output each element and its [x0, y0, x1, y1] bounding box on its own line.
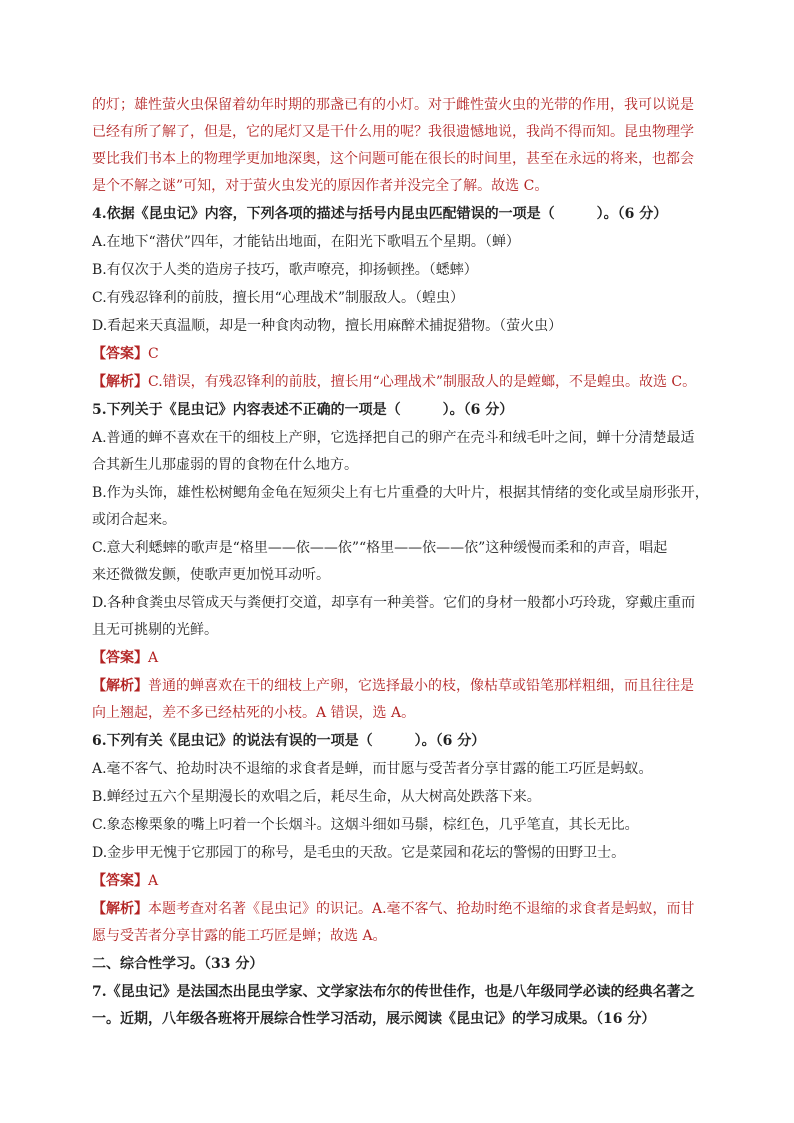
question-5-option-a-cont: 合其新生儿那虚弱的胃的食物在什么地方。	[92, 457, 358, 473]
question-6-option-c: C.象态橡栗象的嘴上叼着一个长烟斗。这烟斗细如马鬃，棕红色，几乎笔直，其长无比。	[92, 817, 639, 833]
question-5-analysis-cont: 向上翘起，差不多已经枯死的小枝。A 错误，选 A。	[92, 705, 416, 721]
question-5-answer	[92, 649, 158, 667]
analysis-text: 普通的蝉喜欢在干的细枝上产卵，它选择最小的枝，像枯草或铅笔那样粗细，而且往往是	[148, 678, 694, 694]
question-6-option-b: B.蝉经过五六个星期漫长的欢唱之后，耗尽生命，从大树高处跌落下来。	[92, 789, 541, 805]
answer-tag: 【答案】	[92, 650, 148, 666]
question-7-stem-cont: 一。近期，八年级各班将开展综合性学习活动，展示阅读《昆虫记》的学习成果。（16 分）	[92, 1011, 656, 1027]
question-4-option-d: D.看起来天真温顺，却是一种食肉动物，擅长用麻醉术捕捉猎物。（萤火虫）	[92, 318, 563, 334]
analysis-tag: 【解析】	[92, 678, 148, 694]
question-6-analysis-cont: 愿与受苦者分享甘露的能工巧匠是蝉；故选 A。	[92, 928, 387, 944]
question-5-option-d: D.各种食粪虫尽管成天与粪便打交道，却享有一种美誉。它们的身材一般都小巧玲珑，穿戴庄重而	[92, 595, 696, 611]
question-6-stem: 6.下列有关《昆虫记》的说法有误的一项是（ ）。（6 分）	[92, 733, 486, 749]
analysis-tag: 【解析】	[92, 374, 148, 390]
question-4-analysis	[92, 373, 696, 391]
analysis-text-line: 要比我们书本上的物理学更加地深奥，这个问题可能在很长的时间里，甚至在永远的将来，也都会	[92, 151, 694, 167]
question-4-option-a: A.在地下“潜伏”四年，才能钻出地面，在阳光下歌唱五个星期。（蝉）	[92, 234, 520, 250]
analysis-tag: 【解析】	[92, 901, 148, 917]
question-7-stem: 7.《昆虫记》是法国杰出昆虫学家、文学家法布尔的传世佳作，也是八年级同学必读的经典名著之	[92, 984, 695, 1000]
question-5-option-c-cont: 来还微微发颤，使歌声更加悦耳动听。	[92, 567, 330, 583]
question-4-option-c: C.有残忍锋利的前肢，擅长用“心理战术”制服敌人。（蝗虫）	[92, 290, 464, 306]
question-5-option-b-cont: 或闭合起来。	[92, 512, 176, 528]
question-6-analysis	[92, 900, 695, 918]
answer-tag: 【答案】	[92, 873, 148, 889]
question-5-analysis	[92, 677, 694, 695]
analysis-text-line: 的灯；雄性萤火虫保留着幼年时期的那盏已有的小灯。对于雌性萤火虫的光带的作用，我可以说是	[92, 97, 694, 113]
answer-tag: 【答案】	[92, 346, 148, 362]
question-5-option-b: B.作为头饰，雄性松树鳃角金龟在短须尖上有七片重叠的大叶片，根据其情绪的变化或呈扇形张开，	[92, 485, 709, 501]
question-4-answer	[92, 345, 159, 363]
question-6-option-d: D.金步甲无愧于它那园丁的称号，是毛虫的天敌。它是菜园和花坛的警惕的田野卫士。	[92, 845, 626, 861]
question-6-option-a: A.毫不客气、抢劫时决不退缩的求食者是蝉，而甘愿与受苦者分享甘露的能工巧匠是蚂蚁。	[92, 761, 653, 777]
analysis-text-line: 是个不解之谜”可知，对于萤火虫发光的原因作者并没完全了解。故选 C。	[92, 178, 549, 194]
answer-value: A	[148, 650, 159, 666]
question-4-option-b: B.有仅次于人类的造房子技巧，歌声嘹亮，抑扬顿挫。（蟋蟀）	[92, 262, 478, 278]
analysis-text: C.错误，有残忍锋利的前肢，擅长用“心理战术”制服敌人的是螳螂，不是蝗虫。故选 C。	[148, 374, 697, 390]
analysis-text-line: 已经有所了解了，但是，它的尾灯又是干什么用的呢？我很遗憾地说，我尚不得而知。昆虫物理学	[92, 124, 694, 140]
question-5-option-a: A.普通的蝉不喜欢在干的细枝上产卵，它选择把自己的卵产在壳斗和绒毛叶之间，蝉十分清楚最适	[92, 430, 695, 446]
question-5-stem: 5.下列关于《昆虫记》内容表述不正确的一项是（ ）。（6 分）	[92, 402, 514, 418]
section-heading: 二、综合性学习。（33 分）	[92, 956, 264, 972]
answer-value: A	[148, 873, 159, 889]
question-4-stem: 4.依据《昆虫记》内容，下列各项的描述与括号内昆虫匹配错误的一项是（ ）。（6 分）	[92, 206, 668, 222]
analysis-text: 本题考查对名著《昆虫记》的识记。A.毫不客气、抢劫时绝不退缩的求食者是蚂蚁，而甘	[148, 901, 695, 917]
question-5-option-d-cont: 且无可挑剔的光鲜。	[92, 622, 218, 638]
question-6-answer	[92, 872, 158, 890]
question-5-option-c: C.意大利蟋蟀的歌声是“格里——依——依”“格里——依——依”这种缓慢而柔和的声音，唱起	[92, 540, 668, 556]
answer-value: C	[148, 346, 159, 362]
